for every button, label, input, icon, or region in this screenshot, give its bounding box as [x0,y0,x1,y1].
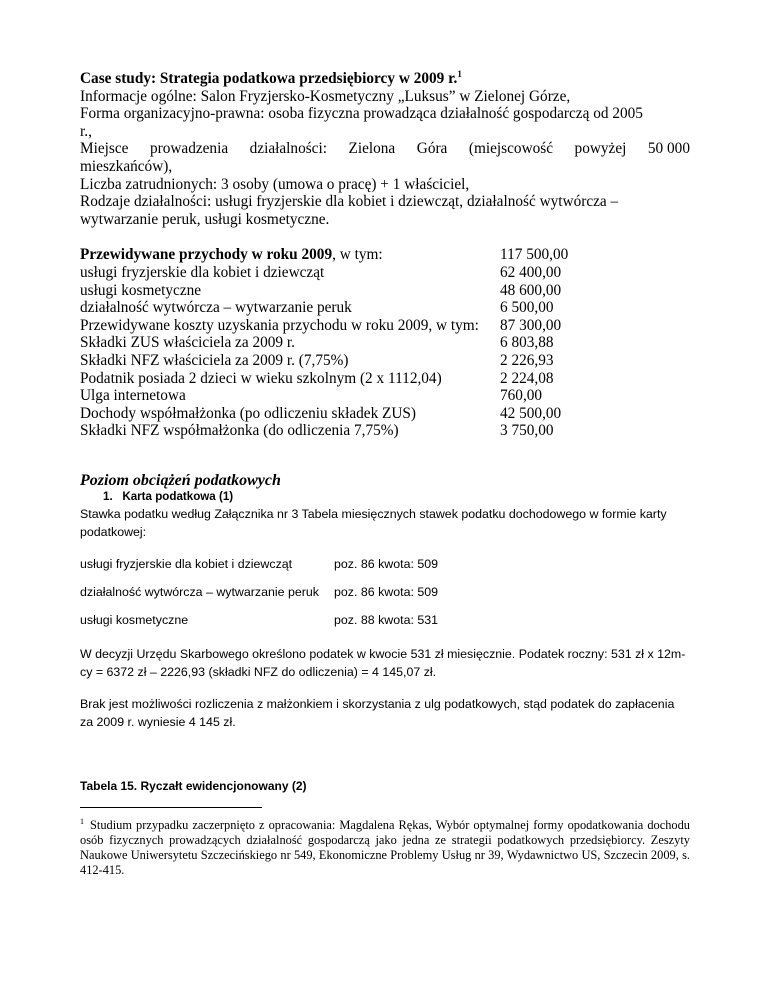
karta-intro: Stawka podatku według Załącznika nr 3 Tabela miesięcznych stawek podatku dochodowego w formie karty podatkowej: [80,507,667,540]
info-place-line2: mieszkańców), [80,157,173,175]
footnote-text: Studium przypadku zaczerpnięto z opracowania: Magdalena Rękas, Wybór optymalnej formy opodatkowania dochodu osób fizycznych prowadzących działalność gospodarczą jako jedna ze strategii podatkowych przedsiębiorcy. Zeszyty Naukowe Uniwersytetu Szczecińskiego nr 549, Ekonomiczne Problemy Usług nr 39, Wydawnictwo US, Szczecin 2009, s. 412-415. [80,818,690,878]
decision-paragraph: W decyzji Urzędu Skarbowego określono podatek w kwocie 531 zł miesięcznie. Podatek roczny: 531 zł x 12m-cy = 6372 zł – 2226,93 (składki NFZ do odliczenia) = 4 145,07 zł. [80,647,686,680]
info-activities-line2: wytwarzanie peruk, usługi kosmetyczne. [80,210,330,228]
financials-row-revenue: Przewidywane przychody w roku 2009, w tym: 117 500,00 [80,246,569,264]
info-general: Informacje ogólne: Salon Fryzjersko-Kosmetyczny „Luksus” w Zielonej Górze, [80,87,571,105]
karta-row: usługi kosmetyczne poz. 88 kwota: 531 [80,613,439,628]
table15-heading: Tabela 15. Ryczałt ewidencjonowany (2) [80,779,307,794]
info-form-line1: Forma organizacyjno-prawna: osoba fizyczna prowadząca działalność gospodarczą od 2005 [80,105,643,123]
footnote-reference[interactable]: 1 [457,68,462,79]
financials-row: Składki NFZ współmałżonka (do odliczenia 7,75%) 3 750,00 [80,422,554,440]
subsection-heading: 1. Karta podatkowa (1) [103,490,234,504]
financials-row: usługi kosmetyczne 48 600,00 [80,281,562,299]
karta-row: usługi fryzjerskie dla kobiet i dziewcząt poz. 86 kwota: 509 [80,557,439,572]
financials-table [80,246,690,440]
karta-rates-table [80,555,438,639]
financials-row: Dochody współmałżonka (po odliczeniu składek ZUS) 42 500,00 [80,404,562,422]
financials-row: Podatnik posiada 2 dzieci w wieku szkolnym (2 x 1112,04) 2 224,08 [80,369,554,387]
footnote-divider [80,807,262,808]
info-place-line1: Miejsce prowadzenia działalności: Zielona Góra (miejscowość powyżej 50 000 [80,140,690,158]
financials-row: Przewidywane koszty uzyskania przychodu w roku 2009, w tym: 87 300,00 [80,316,562,334]
general-info [80,88,690,229]
footnote [80,818,690,878]
footnote-mark: 1 [80,817,84,827]
document-page [80,70,690,878]
case-study-title: Case study: Strategia podatkowa przedsiębiorcy w 2009 r.$^1$ [80,68,462,87]
financials-row: usługi fryzjerskie dla kobiet i dziewcząt 62 400,00 [80,263,562,281]
section-heading: Poziom obciążeń podatkowych [80,471,281,489]
financials-row: działalność wytwórcza – wytwarzanie peruk 6 500,00 [80,299,554,317]
info-activities-line1: Rodzaje działalności: usługi fryzjerskie dla kobiet i dziewcząt, działalność wytwórcza – [80,193,619,211]
financials-row: Ulga internetowa 760,00 [80,387,543,405]
financials-row: Składki NFZ właściciela za 2009 r. (7,75%) 2 226,93 [80,351,554,369]
info-employees: Liczba zatrudnionych: 3 osoby (umowa o pracę) + 1 właściciel, [80,175,470,193]
info-form-line2: r., [80,122,92,140]
karta-row: działalność wytwórcza – wytwarzanie peruk poz. 86 kwota: 509 [80,585,439,600]
financials-row: Składki ZUS właściciela za 2009 r. 6 803,88 [80,334,554,352]
no-joint-settlement-paragraph: Brak jest możliwości rozliczenia z małżonkiem i skorzystania z ulg podatkowych, stąd podatek do zapłacenia za 2009 r. wyniesie 4 145 zł. [80,697,675,730]
